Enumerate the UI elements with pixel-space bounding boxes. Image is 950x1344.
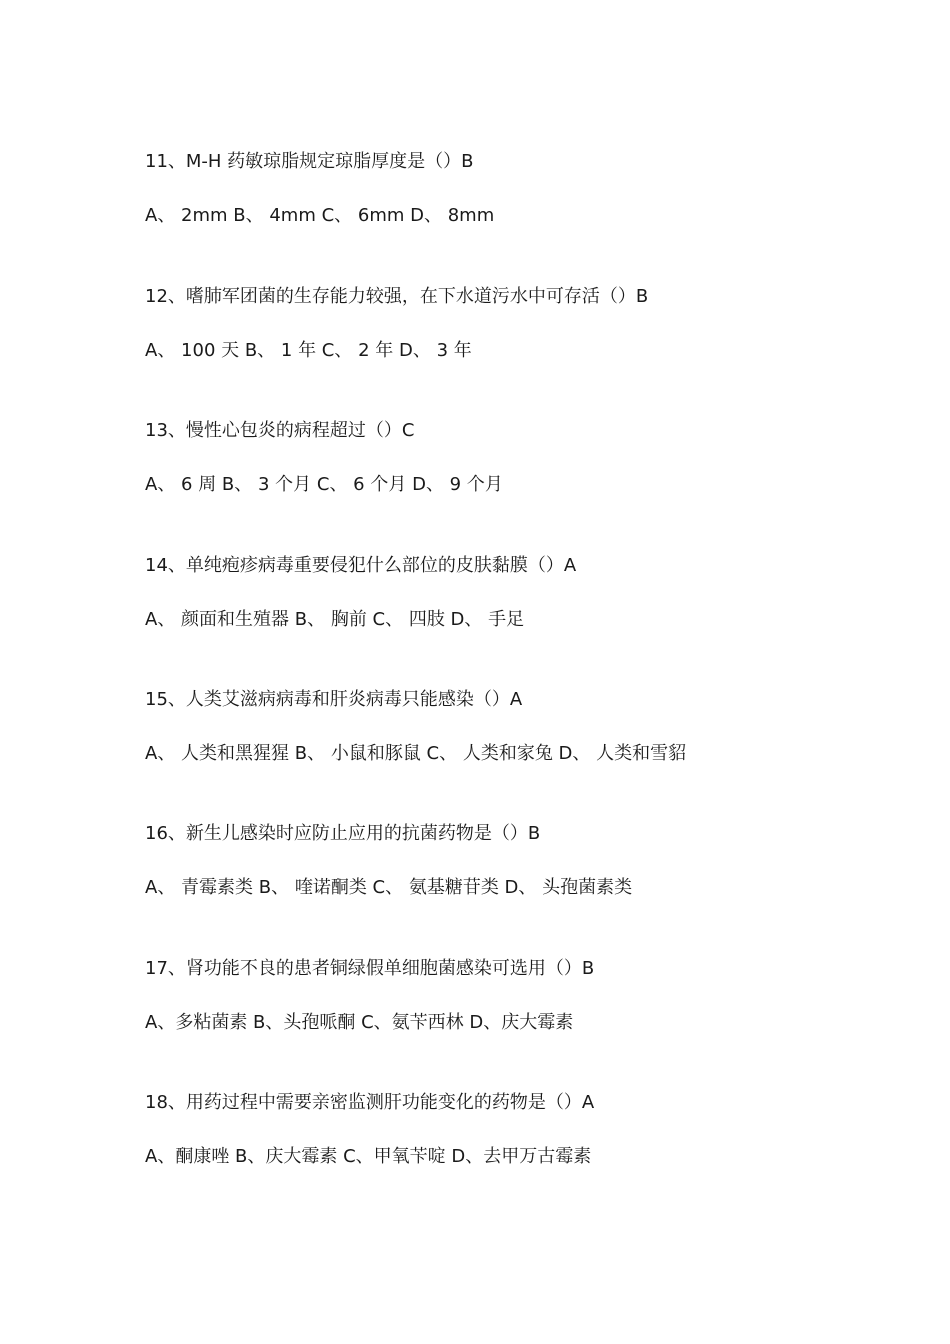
question-11 — [145, 150, 865, 228]
question-stem: 15、人类艾滋病病毒和肝炎病毒只能感染（）A — [145, 689, 523, 710]
question-13 — [145, 419, 865, 497]
question-stem: 13、慢性心包炎的病程超过（）C — [145, 420, 415, 441]
question-options: A、多粘菌素 B、头孢哌酮 C、氨苄西林 D、庆大霉素 — [145, 1012, 574, 1033]
question-options: A、 2mm B、 4mm C、 6mm D、 8mm — [145, 205, 495, 226]
question-options: A、 人类和黑猩猩 B、 小鼠和豚鼠 C、 人类和家兔 D、 人类和雪貂 — [145, 743, 687, 764]
question-stem: 11、M-H 药敏琼脂规定琼脂厚度是（）B — [145, 151, 474, 172]
question-stem: 18、用药过程中需要亲密监测肝功能变化的药物是（）A — [145, 1092, 595, 1113]
question-stem: 14、单纯疱疹病毒重要侵犯什么部位的皮肤黏膜（）A — [145, 555, 577, 576]
question-17 — [145, 957, 865, 1035]
question-16 — [145, 822, 865, 900]
question-14 — [145, 554, 865, 632]
question-options: A、 颜面和生殖器 B、 胸前 C、 四肢 D、 手足 — [145, 609, 525, 630]
question-12 — [145, 285, 865, 363]
question-options: A、 6 周 B、 3 个月 C、 6 个月 D、 9 个月 — [145, 474, 503, 495]
question-options: A、 青霉素类 B、 喹诺酮类 C、 氨基糖苷类 D、 头孢菌素类 — [145, 877, 633, 898]
question-stem: 16、新生儿感染时应防止应用的抗菌药物是（）B — [145, 823, 541, 844]
question-stem: 17、肾功能不良的患者铜绿假单细胞菌感染可选用（）B — [145, 958, 595, 979]
question-options: A、 100 天 B、 1 年 C、 2 年 D、 3 年 — [145, 340, 472, 361]
question-15 — [145, 688, 865, 766]
question-stem: 12、嗜肺军团菌的生存能力较强，在下水道污水中可存活（）B — [145, 286, 649, 307]
question-options: A、酮康唑 B、庆大霉素 C、甲氧苄啶 D、去甲万古霉素 — [145, 1146, 592, 1167]
question-18 — [145, 1091, 865, 1169]
